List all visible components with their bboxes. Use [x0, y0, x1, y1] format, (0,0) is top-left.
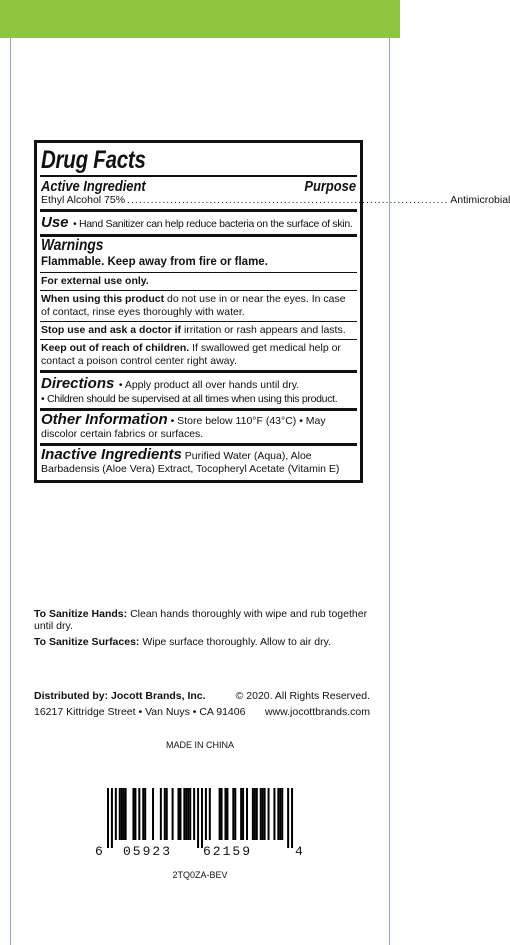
barcode-bar: [144, 788, 146, 840]
barcode-bar: [164, 788, 166, 840]
distributor-address: 16217 Kittridge Street • Van Nuys • CA 91406: [34, 706, 246, 718]
barcode-bar: [279, 788, 281, 840]
barcode-bar: [142, 788, 144, 840]
copyright-info: [236, 688, 370, 720]
barcode-bar: [205, 788, 207, 840]
purpose-value: Antimicrobial: [450, 194, 510, 206]
barcode-bar: [254, 788, 256, 840]
made-in-label: MADE IN CHINA: [165, 740, 234, 750]
active-ingredient-value: Ethyl Alcohol 75%: [41, 194, 126, 206]
barcode-bar: [273, 788, 275, 840]
barcode-bar: [160, 788, 162, 840]
barcode-bar: [256, 788, 258, 840]
barcode: [95, 788, 305, 868]
external-use-warning: For external use only.: [41, 275, 149, 287]
barcode-bar: [177, 788, 179, 840]
barcode-bar: [185, 788, 187, 840]
website-text: www.jocottbrands.com: [264, 706, 370, 718]
barcode-bar: [187, 788, 189, 840]
directions-step-1: • Apply product all over hands until dry.: [118, 379, 300, 391]
barcode-bar: [234, 788, 236, 840]
barcode-bar: [134, 788, 136, 840]
when-using-warning: When using this product do not use in or near the eyes. In case of contact, rinse eyes thoroughly with water.: [41, 293, 346, 318]
barcode-bar: [125, 788, 127, 840]
barcode-bar: [264, 788, 266, 840]
barcode-bar: [121, 788, 123, 840]
barcode-bar: [119, 788, 121, 840]
barcode-left-group: 05923: [123, 844, 173, 859]
barcode-bar: [268, 788, 270, 840]
drug-facts-title: Drug Facts: [41, 146, 146, 174]
barcode-bar: [193, 788, 195, 840]
barcode-bar: [197, 788, 199, 848]
leader-dots: ..................................................................................: [127, 194, 449, 206]
barcode-bar: [277, 788, 279, 840]
use-header: Use: [41, 214, 69, 231]
barcode-bar: [166, 788, 168, 840]
barcode-right-group: 62159: [203, 844, 253, 859]
barcode-last-digit: 4: [295, 844, 303, 859]
barcode-bar: [252, 788, 254, 840]
barcode-bars: [107, 788, 293, 848]
barcode-bar: [138, 788, 140, 840]
right-border-line: [389, 38, 390, 945]
active-ingredient-header: Active Ingredient: [41, 178, 146, 195]
accent-bar: [0, 0, 400, 38]
purpose-header: Purpose: [304, 178, 356, 195]
sanitize-surfaces-instruction: To Sanitize Surfaces: Wipe surface thoroughly. Allow to air dry.: [34, 636, 332, 648]
barcode-bar: [287, 788, 289, 848]
distributor-name: Jocott Brands, Inc.: [111, 690, 206, 702]
barcode-bar: [221, 788, 223, 840]
barcode-bar: [115, 788, 117, 840]
sanitize-hands-instruction: To Sanitize Hands: Clean hands thoroughly with wipe and rub together until dry.: [34, 608, 368, 632]
barcode-bar: [242, 788, 244, 840]
barcode-bar: [209, 788, 211, 840]
barcode-bar: [123, 788, 125, 840]
barcode-bar: [183, 788, 185, 840]
sku-code: 2TQ0ZA-BEV: [172, 870, 228, 880]
barcode-bar: [201, 788, 203, 848]
left-border-line: [10, 38, 11, 945]
copyright-text: © 2020. All Rights Reserved.: [235, 690, 370, 702]
barcode-bar: [189, 788, 191, 840]
drug-facts-panel: [34, 140, 510, 483]
keep-out-warning: Keep out of reach of children. If swallowed get medical help or contact a poison control center right away.: [41, 342, 341, 367]
barcode-bar: [179, 788, 181, 840]
barcode-bar: [111, 788, 113, 848]
barcode-bar: [219, 788, 221, 840]
barcode-bar: [240, 788, 242, 840]
barcode-bar: [172, 788, 174, 840]
directions-step-2: • Children should be supervised at all times when using this product.: [41, 393, 338, 405]
directions-header: Directions: [41, 375, 115, 392]
barcode-bar: [232, 788, 234, 840]
distributor-label: Distributed by:: [34, 690, 109, 702]
other-info-text: • Store below 110°F (43°C) • May discolor certain fabrics or surfaces.: [41, 415, 326, 440]
other-info-header: Other Information: [41, 411, 168, 428]
warnings-header: Warnings: [41, 237, 104, 254]
barcode-bar: [281, 788, 283, 840]
inactive-ingredients-header: Inactive Ingredients: [41, 446, 182, 463]
barcode-bar: [132, 788, 134, 840]
barcode-bar: [246, 788, 248, 840]
barcode-bar: [226, 788, 228, 840]
barcode-bar: [262, 788, 264, 840]
stop-use-warning: Stop use and ask a doctor if irritation or rash appears and lasts.: [41, 324, 346, 336]
barcode-bar: [260, 788, 262, 840]
barcode-bar: [152, 788, 154, 840]
barcode-first-digit: 6: [95, 844, 103, 859]
barcode-bar: [291, 788, 293, 848]
flammable-warning: Flammable. Keep away from fire or flame.: [41, 256, 268, 268]
barcode-bar: [224, 788, 226, 840]
distributor-info: [34, 688, 245, 720]
inactive-ingredients-text: Purified Water (Aqua), Aloe Barbadensis (Aloe Vera) Extract, Tocopheryl Acetate (Vitamin E): [41, 450, 340, 475]
use-text: • Hand Sanitizer can help reduce bacteria on the surface of skin.: [72, 218, 353, 230]
barcode-bar: [107, 788, 109, 848]
